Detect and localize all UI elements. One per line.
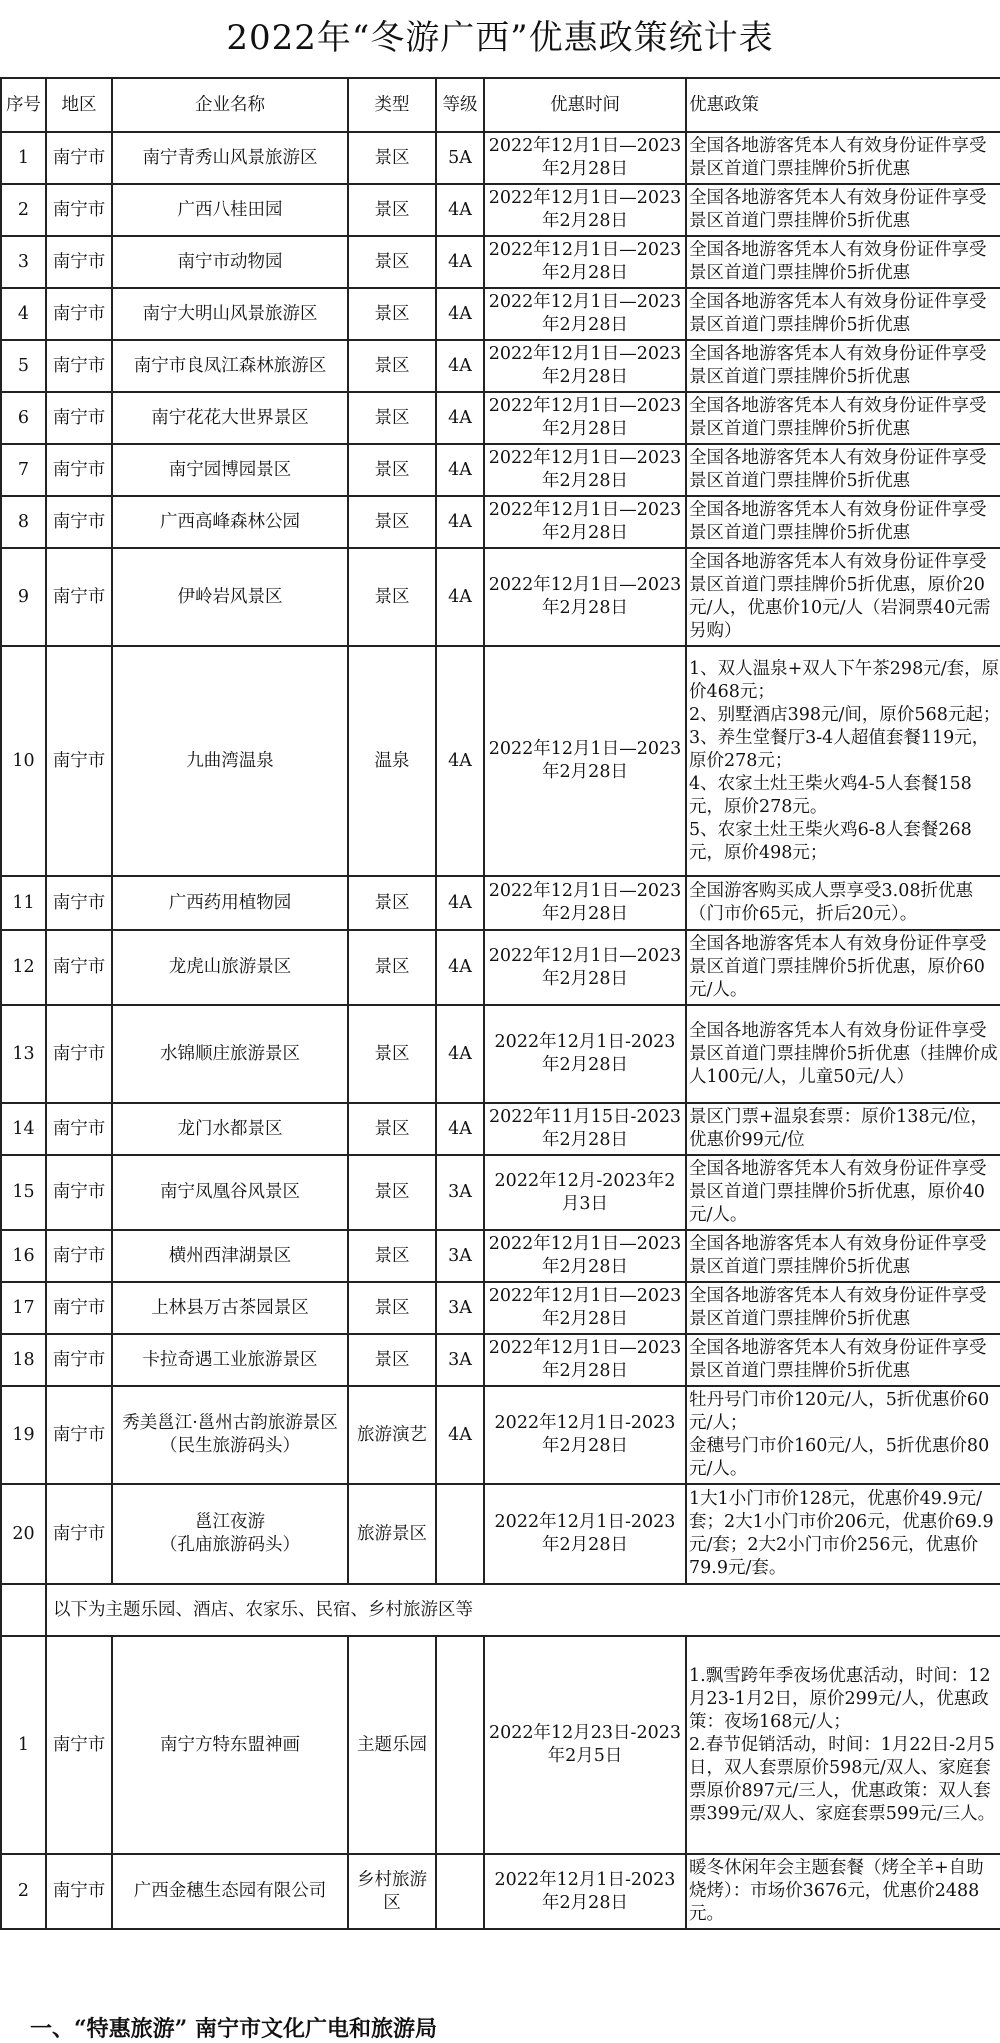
table-row: [1, 646, 1000, 876]
header-policy: 优惠政策: [686, 78, 1000, 132]
row-type: 景区: [348, 184, 436, 236]
row-time: 2022年12月-2023年2月3日: [484, 1155, 686, 1230]
row-policy: 全国各地游客凭本人有效身份证件享受景区首道门票挂牌价5折优惠，原价60元/人。: [686, 930, 1000, 1005]
row-level: [436, 1636, 484, 1854]
row-enterprise-name: 广西药用植物园: [112, 876, 348, 930]
row-level: 4A: [436, 548, 484, 646]
row-region: 南宁市: [46, 1854, 112, 1929]
row-type: 景区: [348, 392, 436, 444]
row-number: 13: [1, 1005, 46, 1103]
row-number: 4: [1, 288, 46, 340]
row-region: 南宁市: [46, 1386, 112, 1484]
row-type: 景区: [348, 548, 436, 646]
row-region: 南宁市: [46, 1005, 112, 1103]
row-enterprise-name: 横州西津湖景区: [112, 1230, 348, 1282]
footer-text: 一、“特惠旅游” 南宁市文化广电和旅游局: [30, 2016, 437, 2042]
row-level: 4A: [436, 288, 484, 340]
row-number: 8: [1, 496, 46, 548]
row-enterprise-name: 水锦顺庄旅游景区: [112, 1005, 348, 1103]
row-type: 景区: [348, 496, 436, 548]
row-number: 6: [1, 392, 46, 444]
row-enterprise-name: 九曲湾温泉: [112, 646, 348, 876]
policy-table: [0, 77, 1000, 1930]
row-policy: 全国各地游客凭本人有效身份证件享受景区首道门票挂牌价5折优惠，原价40元/人。: [686, 1155, 1000, 1230]
row-policy: 全国各地游客凭本人有效身份证件享受景区首道门票挂牌价5折优惠: [686, 236, 1000, 288]
table-row: [1, 444, 1000, 496]
row-type: 旅游景区: [348, 1484, 436, 1584]
header-level: 等级: [436, 78, 484, 132]
row-number: 11: [1, 876, 46, 930]
row-time: 2022年12月1日—2023年2月28日: [484, 444, 686, 496]
header-row: [1, 78, 1000, 132]
row-level: [436, 1484, 484, 1584]
row-type: 旅游演艺: [348, 1386, 436, 1484]
row-level: 4A: [436, 340, 484, 392]
table-row: [1, 548, 1000, 646]
row-number: 14: [1, 1103, 46, 1155]
row-enterprise-name: 南宁市动物园: [112, 236, 348, 288]
row-number: 1: [1, 132, 46, 184]
row-policy: 牡丹号门市价120元/人，5折优惠价60元/人； 金穗号门市价160元/人，5折优惠价80元/人。: [686, 1386, 1000, 1484]
row-level: 4A: [436, 1386, 484, 1484]
section-label: 以下为主题乐园、酒店、农家乐、民宿、乡村旅游区等: [46, 1584, 1000, 1636]
row-level: 4A: [436, 1005, 484, 1103]
row-region: 南宁市: [46, 444, 112, 496]
row-type: 景区: [348, 1005, 436, 1103]
row-region: 南宁市: [46, 876, 112, 930]
row-policy: 全国各地游客凭本人有效身份证件享受景区首道门票挂牌价5折优惠: [686, 340, 1000, 392]
row-type: 景区: [348, 930, 436, 1005]
row-policy: 全国各地游客凭本人有效身份证件享受景区首道门票挂牌价5折优惠，原价20元/人，优惠价10元/人（岩洞票40元需另购）: [686, 548, 1000, 646]
row-number: 10: [1, 646, 46, 876]
table-row: [1, 132, 1000, 184]
row-time: 2022年12月1日—2023年2月28日: [484, 184, 686, 236]
header-name: 企业名称: [112, 78, 348, 132]
table-row: [1, 1484, 1000, 1584]
row-policy: 全国游客购买成人票享受3.08折优惠（门市价65元，折后20元）。: [686, 876, 1000, 930]
table-row: [1, 392, 1000, 444]
row-policy: 全国各地游客凭本人有效身份证件享受景区首道门票挂牌价5折优惠: [686, 132, 1000, 184]
row-policy: 1、双人温泉+双人下午茶298元/套，原价468元； 2、别墅酒店398元/间，原价568元起； 3、养生堂餐厅3-4人超值套餐119元，原价278元； 4、农家土灶王柴火鸡4-5人套餐158元，原价278元。 5、农家土灶王柴火鸡6-8人套餐268元，原价498元；: [686, 646, 1000, 876]
table-row: [1, 1103, 1000, 1155]
row-time: 2022年11月15日-2023年2月28日: [484, 1103, 686, 1155]
row-region: 南宁市: [46, 646, 112, 876]
table-row: [1, 288, 1000, 340]
row-number: 20: [1, 1484, 46, 1584]
section-row: [1, 1584, 1000, 1636]
row-type: 景区: [348, 236, 436, 288]
row-type: 景区: [348, 444, 436, 496]
row-level: 5A: [436, 132, 484, 184]
row-type: 景区: [348, 876, 436, 930]
row-region: 南宁市: [46, 132, 112, 184]
row-time: 2022年12月1日—2023年2月28日: [484, 340, 686, 392]
table-row: [1, 1334, 1000, 1386]
row-enterprise-name: 南宁方特东盟神画: [112, 1636, 348, 1854]
row-enterprise-name: 南宁市良凤江森林旅游区: [112, 340, 348, 392]
table-row: [1, 496, 1000, 548]
table-row: [1, 876, 1000, 930]
row-enterprise-name: 南宁花花大世界景区: [112, 392, 348, 444]
row-number: 7: [1, 444, 46, 496]
row-level: [436, 1854, 484, 1929]
table-row: [1, 1005, 1000, 1103]
table-row: [1, 1282, 1000, 1334]
row-number: 2: [1, 184, 46, 236]
row-number: 18: [1, 1334, 46, 1386]
row-time: 2022年12月1日—2023年2月28日: [484, 548, 686, 646]
row-time: 2022年12月1日—2023年2月28日: [484, 1282, 686, 1334]
row-time: 2022年12月1日—2023年2月28日: [484, 646, 686, 876]
row-number: 2: [1, 1854, 46, 1929]
table-row: [1, 184, 1000, 236]
row-enterprise-name: 广西八桂田园: [112, 184, 348, 236]
row-number: 3: [1, 236, 46, 288]
row-policy: 全国各地游客凭本人有效身份证件享受景区首道门票挂牌价5折优惠: [686, 496, 1000, 548]
row-number: 16: [1, 1230, 46, 1282]
row-type: 景区: [348, 1282, 436, 1334]
row-level: 3A: [436, 1155, 484, 1230]
table-row: [1, 1636, 1000, 1854]
table-row: [1, 340, 1000, 392]
row-region: 南宁市: [46, 288, 112, 340]
row-enterprise-name: 上林县万古茶园景区: [112, 1282, 348, 1334]
row-enterprise-name: 龙门水都景区: [112, 1103, 348, 1155]
row-policy: 全国各地游客凭本人有效身份证件享受景区首道门票挂牌价5折优惠（挂牌价成人100元/人，儿童50元/人）: [686, 1005, 1000, 1103]
row-level: 4A: [436, 392, 484, 444]
row-enterprise-name: 南宁凤凰谷风景区: [112, 1155, 348, 1230]
page-title: 2022年“冬游广西”优惠政策统计表: [226, 18, 774, 58]
row-enterprise-name: 伊岭岩风景区: [112, 548, 348, 646]
header-no: 序号: [1, 78, 46, 132]
row-region: 南宁市: [46, 1484, 112, 1584]
row-policy: 1.飘雪跨年季夜场优惠活动，时间：12月23-1月2日，原价299元/人，优惠政策：夜场168元/人； 2.春节促销活动，时间：1月22日-2月5日，双人套票原价598元/双人、家庭套票原价897元/三人，优惠政策：双人套票399元/双人、家庭套票599元/三人。: [686, 1636, 1000, 1854]
row-number: 15: [1, 1155, 46, 1230]
row-level: 4A: [436, 876, 484, 930]
table-row: [1, 1386, 1000, 1484]
row-enterprise-name: 广西金穗生态园有限公司: [112, 1854, 348, 1929]
row-number: 1: [1, 1636, 46, 1854]
row-level: 4A: [436, 930, 484, 1005]
header-region: 地区: [46, 78, 112, 132]
row-time: 2022年12月1日—2023年2月28日: [484, 132, 686, 184]
row-type: 景区: [348, 1334, 436, 1386]
row-number: 12: [1, 930, 46, 1005]
row-type: 景区: [348, 132, 436, 184]
row-region: 南宁市: [46, 1334, 112, 1386]
row-number: 5: [1, 340, 46, 392]
row-enterprise-name: 广西高峰森林公园: [112, 496, 348, 548]
table-row: [1, 236, 1000, 288]
row-time: 2022年12月1日—2023年2月28日: [484, 288, 686, 340]
row-policy: 全国各地游客凭本人有效身份证件享受景区首道门票挂牌价5折优惠: [686, 444, 1000, 496]
header-type: 类型: [348, 78, 436, 132]
row-type: 景区: [348, 288, 436, 340]
row-time: 2022年12月1日—2023年2月28日: [484, 1230, 686, 1282]
row-region: 南宁市: [46, 340, 112, 392]
row-time: 2022年12月1日-2023年2月28日: [484, 1005, 686, 1103]
row-time: 2022年12月1日—2023年2月28日: [484, 392, 686, 444]
row-enterprise-name: 邕江夜游 （孔庙旅游码头）: [112, 1484, 348, 1584]
row-enterprise-name: 南宁青秀山风景旅游区: [112, 132, 348, 184]
table-row: [1, 1854, 1000, 1929]
row-enterprise-name: 南宁园博园景区: [112, 444, 348, 496]
row-level: 4A: [436, 496, 484, 548]
row-policy: 景区门票+温泉套票：原价138元/位，优惠价99元/位: [686, 1103, 1000, 1155]
row-enterprise-name: 龙虎山旅游景区: [112, 930, 348, 1005]
row-policy: 1大1小门市价128元，优惠价49.9元/套；2大1小门市价206元，优惠价69.9元/套；2大2小门市价256元，优惠价79.9元/套。: [686, 1484, 1000, 1584]
row-time: 2022年12月1日-2023年2月28日: [484, 1386, 686, 1484]
row-number: 17: [1, 1282, 46, 1334]
row-type: 主题乐园: [348, 1636, 436, 1854]
row-level: 4A: [436, 1103, 484, 1155]
row-policy: 全国各地游客凭本人有效身份证件享受景区首道门票挂牌价5折优惠: [686, 1282, 1000, 1334]
row-type: 乡村旅游区: [348, 1854, 436, 1929]
row-region: 南宁市: [46, 1636, 112, 1854]
row-region: 南宁市: [46, 1103, 112, 1155]
row-time: 2022年12月1日—2023年2月28日: [484, 496, 686, 548]
row-region: 南宁市: [46, 1155, 112, 1230]
row-level: 3A: [436, 1282, 484, 1334]
row-policy: 全国各地游客凭本人有效身份证件享受景区首道门票挂牌价5折优惠: [686, 184, 1000, 236]
row-time: 2022年12月1日—2023年2月28日: [484, 876, 686, 930]
row-time: 2022年12月1日—2023年2月28日: [484, 1334, 686, 1386]
row-time: 2022年12月1日—2023年2月28日: [484, 236, 686, 288]
row-time: 2022年12月1日-2023年2月28日: [484, 1854, 686, 1929]
row-time: 2022年12月1日-2023年2月28日: [484, 1484, 686, 1584]
row-region: 南宁市: [46, 930, 112, 1005]
table-row: [1, 1230, 1000, 1282]
row-region: 南宁市: [46, 1282, 112, 1334]
row-time: 2022年12月23日-2023年2月5日: [484, 1636, 686, 1854]
row-type: 景区: [348, 1230, 436, 1282]
row-number: 9: [1, 548, 46, 646]
row-level: 4A: [436, 184, 484, 236]
row-level: 3A: [436, 1334, 484, 1386]
row-policy: 全国各地游客凭本人有效身份证件享受景区首道门票挂牌价5折优惠: [686, 288, 1000, 340]
row-type: 景区: [348, 1103, 436, 1155]
row-enterprise-name: 卡拉奇遇工业旅游景区: [112, 1334, 348, 1386]
row-type: 景区: [348, 340, 436, 392]
row-level: 3A: [436, 1230, 484, 1282]
table-row: [1, 1155, 1000, 1230]
row-time: 2022年12月1日—2023年2月28日: [484, 930, 686, 1005]
row-level: 4A: [436, 646, 484, 876]
row-region: 南宁市: [46, 496, 112, 548]
header-time: 优惠时间: [484, 78, 686, 132]
row-level: 4A: [436, 444, 484, 496]
row-policy: 全国各地游客凭本人有效身份证件享受景区首道门票挂牌价5折优惠: [686, 1230, 1000, 1282]
row-region: 南宁市: [46, 1230, 112, 1282]
table-row: [1, 930, 1000, 1005]
row-enterprise-name: 南宁大明山风景旅游区: [112, 288, 348, 340]
row-region: 南宁市: [46, 236, 112, 288]
row-enterprise-name: 秀美邕江·邕州古韵旅游景区（民生旅游码头）: [112, 1386, 348, 1484]
row-region: 南宁市: [46, 392, 112, 444]
row-type: 温泉: [348, 646, 436, 876]
row-number: 19: [1, 1386, 46, 1484]
row-policy: 全国各地游客凭本人有效身份证件享受景区首道门票挂牌价5折优惠: [686, 1334, 1000, 1386]
row-policy: 全国各地游客凭本人有效身份证件享受景区首道门票挂牌价5折优惠: [686, 392, 1000, 444]
row-type: 景区: [348, 1155, 436, 1230]
row-level: 4A: [436, 236, 484, 288]
row-policy: 暖冬休闲年会主题套餐（烤全羊+自助烧烤）：市场价3676元，优惠价2488元。: [686, 1854, 1000, 1929]
row-region: 南宁市: [46, 548, 112, 646]
row-region: 南宁市: [46, 184, 112, 236]
